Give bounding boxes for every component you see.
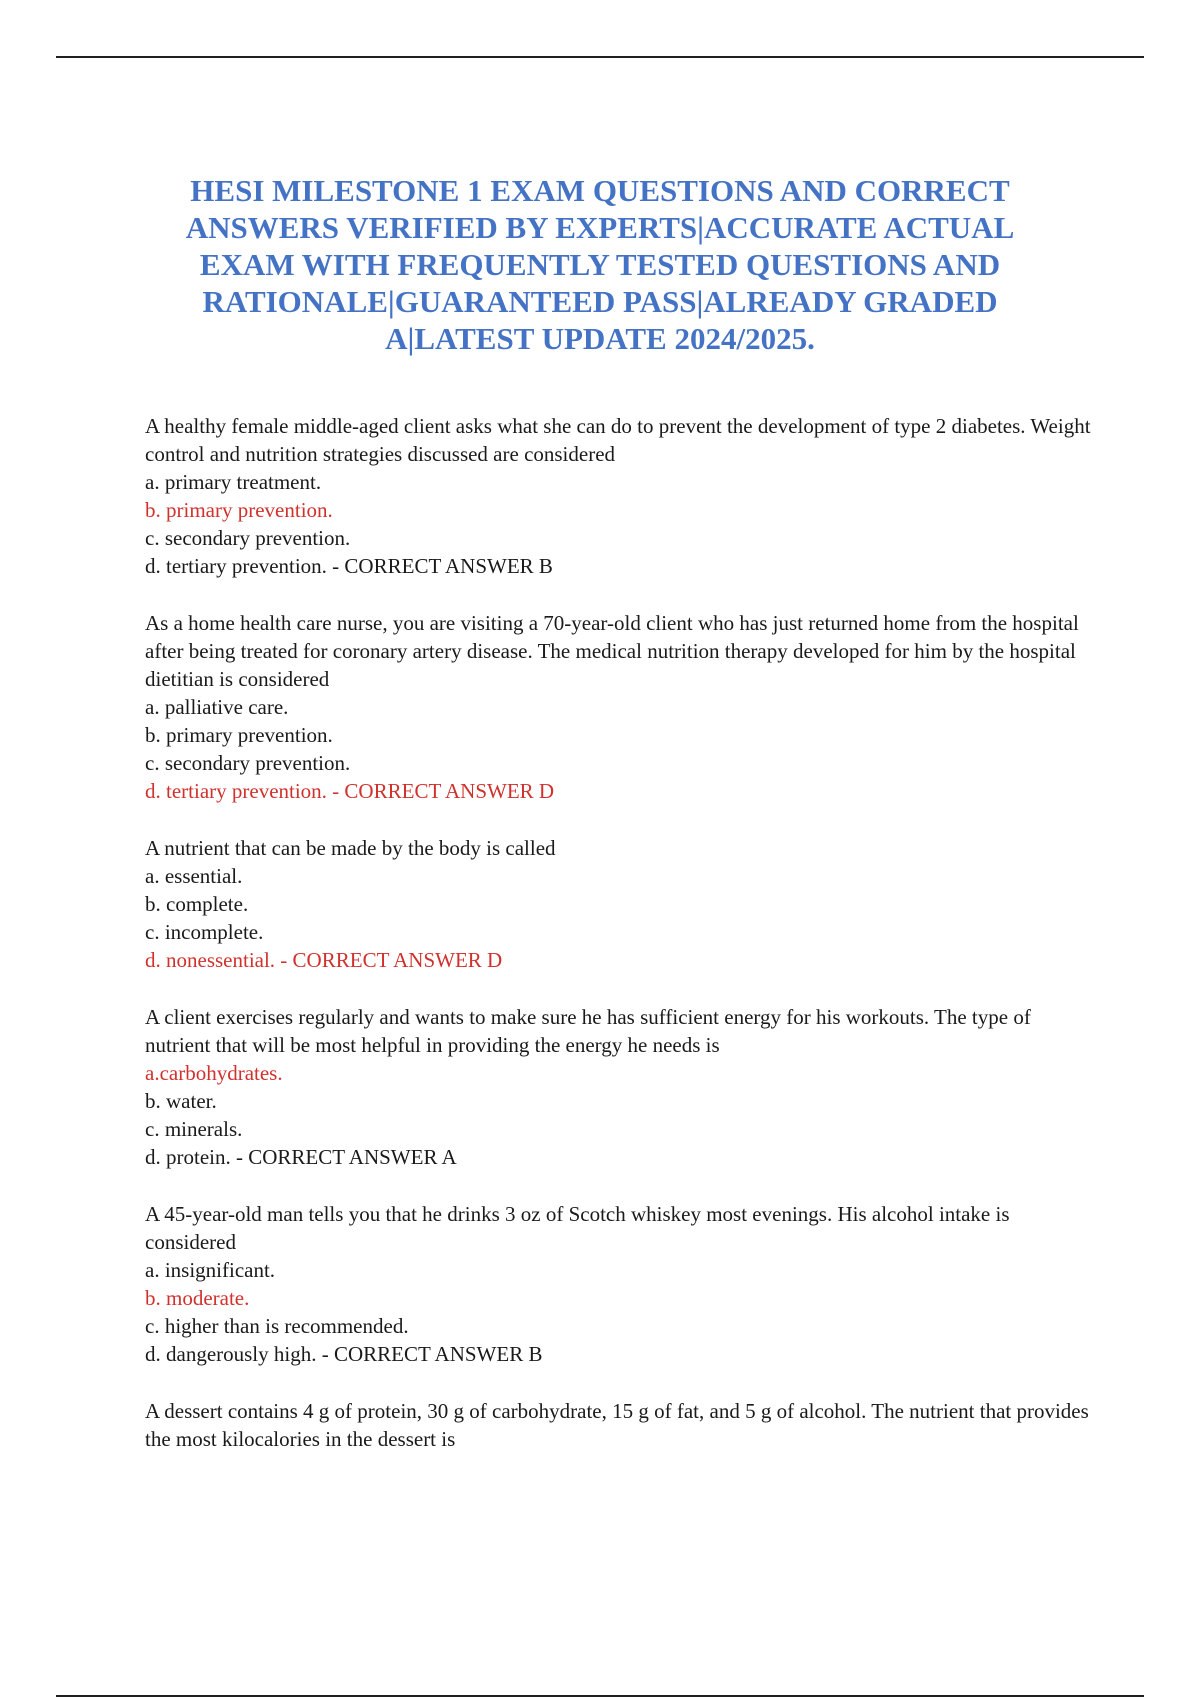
answer-option: c. minerals. [145,1117,243,1141]
answer-option-correct: b. primary prevention. [145,498,333,522]
answer-option: b. primary prevention. [145,723,333,747]
question-block [145,412,1095,580]
question-block [145,1397,1095,1453]
document-title: HESI MILESTONE 1 EXAM QUESTIONS AND CORRECT ANSWERS VERIFIED BY EXPERTS|ACCURATE ACTUAL EXAM WITH FREQUENTLY TESTED QUESTIONS AND RATIONALE|GUARANTEED PASS|ALREADY GRADED A|LATEST UPDATE 2024/2025. [185,173,1015,356]
question-block [145,609,1095,805]
question-stem: A healthy female middle-aged client asks what she can do to prevent the development of type 2 diabetes. Weight control and nutrition strategies discussed are considered [145,414,1091,466]
question-stem: A dessert contains 4 g of protein, 30 g of carbohydrate, 15 g of fat, and 5 g of alcohol. The nutrient that provides the most kilocalories in the dessert is [145,1399,1089,1451]
answer-option-correct: a.carbohydrates. [145,1061,283,1085]
answer-option: b. complete. [145,892,249,916]
answer-option: d. protein. - CORRECT ANSWER A [145,1145,457,1169]
answer-option: c. secondary prevention. [145,526,351,550]
answer-option: a. insignificant. [145,1258,276,1282]
question-stem: A 45-year-old man tells you that he drinks 3 oz of Scotch whiskey most evenings. His alcohol intake is considered [145,1202,1010,1254]
answer-option: d. dangerously high. - CORRECT ANSWER B [145,1342,543,1366]
question-stem: As a home health care nurse, you are visiting a 70-year-old client who has just returned home from the hospital after being treated for coronary artery disease. The medical nutrition therapy developed for him by the hospital dietitian is considered [145,611,1079,691]
answer-option: a. primary treatment. [145,470,322,494]
question-stem: A client exercises regularly and wants to make sure he has sufficient energy for his workouts. The type of nutrient that will be most helpful in providing the energy he needs is [145,1005,1031,1057]
footer-rule [56,1695,1144,1697]
header-rule [56,56,1144,58]
question-block [145,1200,1095,1368]
question-list [145,412,1095,1482]
answer-option: a. palliative care. [145,695,289,719]
answer-option: c. higher than is recommended. [145,1314,409,1338]
question-stem: A nutrient that can be made by the body is called [145,836,556,860]
answer-option-correct: d. tertiary prevention. - CORRECT ANSWER D [145,779,555,803]
answer-option: d. tertiary prevention. - CORRECT ANSWER B [145,554,553,578]
question-block [145,1003,1095,1171]
answer-option: c. incomplete. [145,920,264,944]
answer-option: a. essential. [145,864,243,888]
answer-option: b. water. [145,1089,217,1113]
answer-option: c. secondary prevention. [145,751,351,775]
question-block [145,834,1095,974]
answer-option-correct: d. nonessential. - CORRECT ANSWER D [145,948,503,972]
answer-option-correct: b. moderate. [145,1286,250,1310]
